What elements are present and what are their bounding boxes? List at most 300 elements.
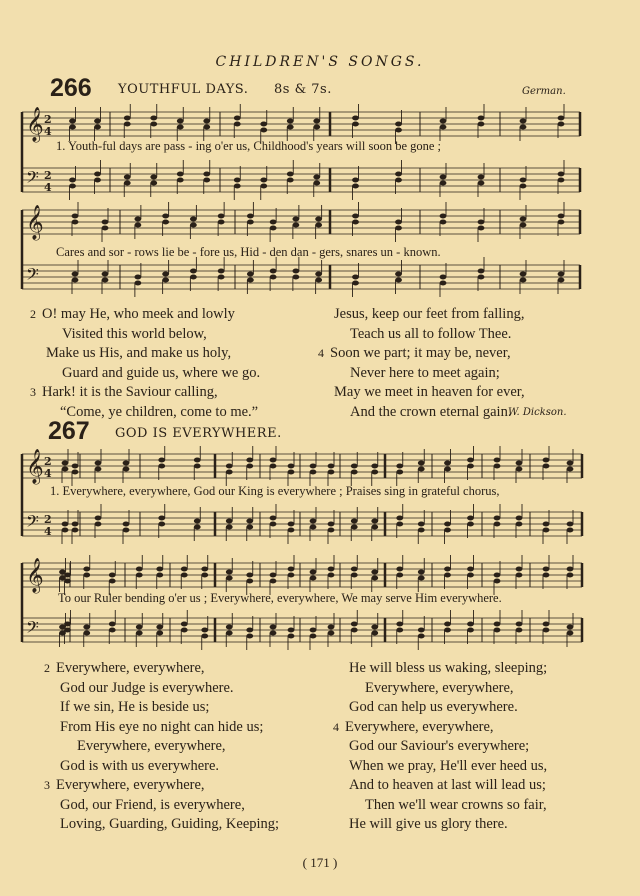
verse-column-left: [30, 305, 261, 422]
note-head: [440, 281, 447, 286]
note-head: [69, 125, 76, 130]
note-head: [371, 576, 378, 581]
note-head: [94, 178, 101, 183]
verse-line: God our Judge is everywhere.: [60, 679, 234, 696]
verse-number: 2: [30, 307, 36, 321]
verse-line: Hark! it is the Saviour calling,: [42, 384, 218, 400]
note-head: [72, 528, 79, 533]
note-head: [246, 525, 253, 530]
verse-line: Everywhere, everywhere,: [56, 777, 205, 793]
note-head: [124, 116, 131, 121]
note-head: [396, 628, 403, 633]
note-head: [177, 172, 184, 177]
verse-line: Loving, Guarding, Guiding, Keeping;: [60, 816, 280, 832]
note-head: [520, 272, 527, 277]
note-head: [567, 573, 574, 578]
note-head: [270, 220, 277, 225]
note-head: [270, 631, 277, 636]
note-head: [352, 178, 359, 183]
note-head: [543, 573, 550, 578]
note-head: [478, 220, 485, 225]
verse-line: God, our Friend, is everywhere,: [60, 796, 245, 813]
note-head: [371, 570, 378, 575]
note-head: [440, 181, 447, 186]
note-head: [467, 622, 474, 627]
note-head: [351, 628, 358, 633]
note-head: [352, 184, 359, 189]
page-number: ( 171 ): [302, 855, 338, 870]
note-head: [136, 573, 143, 578]
note-head: [194, 525, 201, 530]
note-head: [328, 631, 335, 636]
verse-line: Jesus, keep our feet from falling,: [334, 306, 525, 322]
bass-clef-icon: 𝄢: [26, 511, 39, 535]
note-head: [352, 122, 359, 127]
note-head: [315, 272, 322, 277]
note-head: [467, 522, 474, 527]
note-head: [520, 217, 527, 222]
note-head: [440, 220, 447, 225]
note-head: [516, 522, 523, 527]
time-signature: 2: [44, 169, 52, 182]
note-head: [328, 573, 335, 578]
note-head: [177, 119, 184, 124]
verse-line: “Come, ye children, come to me.”: [60, 403, 259, 420]
note-head: [467, 516, 474, 521]
note-head: [181, 628, 188, 633]
note-head: [567, 567, 574, 572]
time-signature: 2: [44, 113, 52, 126]
note-head: [313, 125, 320, 130]
note-head: [351, 519, 358, 524]
note-head: [109, 573, 116, 578]
note-head: [64, 573, 71, 578]
note-head: [310, 519, 317, 524]
note-head: [310, 525, 317, 530]
note-head: [226, 525, 233, 530]
note-head: [558, 214, 565, 219]
note-head: [83, 567, 90, 572]
bass-clef-icon: 𝄢: [26, 167, 39, 191]
note-head: [270, 625, 277, 630]
note-head: [226, 519, 233, 524]
bass-clef-icon: 𝄢: [26, 264, 39, 288]
note-head: [156, 573, 163, 578]
note-head: [444, 622, 451, 627]
note-head: [395, 172, 402, 177]
note-head: [371, 525, 378, 530]
music-lyric-line: Cares and sor - rows lie be - fore us, Hid - den dan - gers, snares un - known.: [56, 245, 441, 259]
note-head: [310, 470, 317, 475]
note-head: [558, 122, 565, 127]
note-head: [95, 467, 102, 472]
note-head: [83, 573, 90, 578]
note-head: [516, 573, 523, 578]
note-head: [396, 522, 403, 527]
note-head: [395, 220, 402, 225]
music-lyric-line: 1. Youth-ful days are pass - ing o'er us, Childhood's years will soon be gone ;: [56, 139, 442, 153]
note-head: [246, 464, 253, 469]
note-head: [94, 172, 101, 177]
note-head: [558, 278, 565, 283]
note-head: [123, 528, 130, 533]
hymn-title: YOUTHFUL DAYS.: [118, 82, 249, 97]
note-head: [270, 269, 277, 274]
note-head: [158, 458, 165, 463]
note-head: [109, 622, 116, 627]
verse-line: Visited this world below,: [62, 325, 207, 342]
note-head: [478, 116, 485, 121]
note-head: [467, 464, 474, 469]
verse-line: God can help us everywhere.: [349, 699, 518, 715]
note-head: [520, 223, 527, 228]
note-head: [371, 519, 378, 524]
note-head: [543, 528, 550, 533]
note-head: [136, 631, 143, 636]
note-head: [494, 579, 501, 584]
treble-clef-icon: 𝄞: [26, 107, 44, 142]
note-head: [543, 567, 550, 572]
note-head: [62, 528, 69, 533]
note-head: [194, 464, 201, 469]
note-head: [478, 275, 485, 280]
note-head: [440, 275, 447, 280]
bass-clef-icon: 𝄢: [26, 617, 39, 641]
note-head: [328, 567, 335, 572]
note-head: [94, 119, 101, 124]
note-head: [315, 223, 322, 228]
note-head: [62, 467, 69, 472]
note-head: [478, 122, 485, 127]
note-head: [270, 275, 277, 280]
verse-line: And to heaven at last will lead us;: [349, 777, 546, 793]
note-head: [134, 217, 141, 222]
time-signature: 4: [44, 467, 52, 480]
note-head: [201, 573, 208, 578]
note-head: [444, 567, 451, 572]
verse-line: He will give us glory there.: [349, 816, 508, 832]
note-head: [270, 573, 277, 578]
note-head: [134, 281, 141, 286]
verse-line: And the crown eternal gain.: [350, 403, 512, 420]
hymn-title: GOD IS EVERYWHERE.: [115, 426, 282, 441]
note-head: [288, 628, 295, 633]
note-head: [440, 175, 447, 180]
note-head: [567, 522, 574, 527]
note-head: [270, 579, 277, 584]
note-head: [328, 528, 335, 533]
note-head: [136, 567, 143, 572]
note-head: [124, 175, 131, 180]
note-head: [64, 579, 71, 584]
note-head: [234, 116, 241, 121]
note-head: [162, 220, 169, 225]
author: W. Dickson.: [508, 407, 567, 418]
verse-line: He will bless us waking, sleeping;: [349, 660, 548, 676]
note-head: [246, 519, 253, 524]
note-head: [156, 567, 163, 572]
note-head: [287, 178, 294, 183]
note-head: [247, 214, 254, 219]
note-head: [62, 522, 69, 527]
note-head: [310, 576, 317, 581]
note-head: [64, 622, 71, 627]
time-signature: 4: [44, 125, 52, 138]
note-head: [494, 522, 501, 527]
note-head: [177, 178, 184, 183]
note-head: [94, 125, 101, 130]
note-head: [558, 172, 565, 177]
note-head: [72, 272, 79, 277]
note-head: [516, 516, 523, 521]
time-signature: 2: [44, 455, 52, 468]
note-head: [270, 226, 277, 231]
verse-column-left: [44, 659, 280, 835]
note-head: [310, 634, 317, 639]
note-head: [516, 467, 523, 472]
note-head: [567, 467, 574, 472]
note-head: [181, 622, 188, 627]
note-head: [64, 628, 71, 633]
note-head: [567, 631, 574, 636]
note-head: [109, 628, 116, 633]
note-head: [396, 622, 403, 627]
note-head: [328, 464, 335, 469]
note-head: [351, 525, 358, 530]
note-head: [352, 116, 359, 121]
verse-line: God our Saviour's everywhere;: [349, 738, 530, 754]
note-head: [478, 269, 485, 274]
note-head: [123, 461, 130, 466]
note-head: [234, 184, 241, 189]
note-head: [270, 516, 277, 521]
verse-line: Then we'll wear crowns so fair,: [365, 796, 547, 813]
note-head: [313, 119, 320, 124]
note-head: [440, 125, 447, 130]
note-head: [247, 220, 254, 225]
verse-line: Soon we part; it may be, never,: [330, 345, 511, 361]
note-head: [494, 464, 501, 469]
note-head: [395, 278, 402, 283]
note-head: [72, 470, 79, 475]
note-head: [190, 217, 197, 222]
note-head: [418, 576, 425, 581]
note-head: [226, 470, 233, 475]
verse-number: 4: [318, 346, 324, 360]
verse-line: Everywhere, everywhere,: [77, 738, 226, 754]
note-head: [134, 275, 141, 280]
verse-number: 2: [44, 661, 50, 675]
note-head: [134, 223, 141, 228]
note-head: [352, 220, 359, 225]
note-head: [287, 125, 294, 130]
note-head: [516, 628, 523, 633]
note-head: [516, 461, 523, 466]
note-head: [467, 573, 474, 578]
note-head: [246, 579, 253, 584]
verse-line: God is with us everywhere.: [60, 757, 220, 774]
note-head: [158, 516, 165, 521]
note-head: [102, 272, 109, 277]
composer: German.: [522, 86, 566, 97]
note-head: [218, 269, 225, 274]
note-head: [543, 458, 550, 463]
note-head: [418, 528, 425, 533]
verse-line: Make us His, and make us holy,: [46, 345, 232, 361]
note-head: [288, 634, 295, 639]
note-head: [543, 622, 550, 627]
note-head: [150, 122, 157, 127]
note-head: [162, 278, 169, 283]
note-head: [260, 184, 267, 189]
note-head: [467, 567, 474, 572]
note-head: [328, 625, 335, 630]
note-head: [478, 181, 485, 186]
note-head: [158, 522, 165, 527]
note-head: [467, 458, 474, 463]
note-head: [444, 467, 451, 472]
note-head: [62, 461, 69, 466]
note-head: [396, 470, 403, 475]
hymn-number: 266: [50, 74, 92, 102]
note-head: [313, 175, 320, 180]
note-head: [83, 625, 90, 630]
verse-line: Everywhere, everywhere,: [365, 679, 514, 696]
time-signature: 4: [44, 525, 52, 538]
note-head: [520, 119, 527, 124]
note-head: [520, 125, 527, 130]
note-head: [288, 528, 295, 533]
note-head: [558, 220, 565, 225]
note-head: [156, 625, 163, 630]
note-head: [150, 181, 157, 186]
note-head: [418, 628, 425, 633]
note-head: [218, 214, 225, 219]
note-head: [352, 275, 359, 280]
note-head: [69, 119, 76, 124]
note-head: [396, 573, 403, 578]
verse-line: Never here to meet again;: [350, 364, 500, 381]
note-head: [83, 631, 90, 636]
note-head: [226, 464, 233, 469]
note-head: [247, 272, 254, 277]
note-head: [478, 226, 485, 231]
note-head: [315, 278, 322, 283]
note-head: [288, 470, 295, 475]
note-head: [440, 119, 447, 124]
note-head: [371, 470, 378, 475]
verse-line: From His eye no night can hide us;: [60, 718, 264, 735]
time-signature: 2: [44, 513, 52, 526]
note-head: [352, 281, 359, 286]
note-head: [328, 470, 335, 475]
note-head: [69, 178, 76, 183]
note-head: [247, 278, 254, 283]
note-head: [150, 116, 157, 121]
note-head: [494, 516, 501, 521]
note-head: [558, 116, 565, 121]
note-head: [351, 567, 358, 572]
note-head: [396, 516, 403, 521]
note-head: [226, 576, 233, 581]
note-head: [190, 269, 197, 274]
note-head: [371, 631, 378, 636]
note-head: [418, 461, 425, 466]
note-head: [467, 628, 474, 633]
note-head: [72, 522, 79, 527]
note-head: [102, 226, 109, 231]
running-head: CHILDREN'S SONGS.: [215, 54, 425, 70]
note-head: [102, 220, 109, 225]
note-head: [234, 178, 241, 183]
note-head: [371, 625, 378, 630]
note-head: [418, 522, 425, 527]
note-head: [418, 570, 425, 575]
note-head: [124, 181, 131, 186]
note-head: [287, 172, 294, 177]
note-head: [218, 275, 225, 280]
note-head: [444, 528, 451, 533]
note-head: [158, 464, 165, 469]
note-head: [558, 272, 565, 277]
note-head: [351, 470, 358, 475]
note-head: [190, 275, 197, 280]
note-head: [395, 128, 402, 133]
note-head: [444, 522, 451, 527]
note-head: [516, 567, 523, 572]
note-head: [95, 461, 102, 466]
note-head: [315, 217, 322, 222]
note-head: [351, 464, 358, 469]
note-head: [260, 122, 267, 127]
verse-line: Guard and guide us, where we go.: [62, 364, 261, 381]
verse-line: Teach us all to follow Thee.: [350, 325, 512, 342]
verse-line: If we sin, He is beside us;: [60, 699, 210, 715]
note-head: [288, 573, 295, 578]
hymn-number: 267: [48, 417, 90, 445]
time-signature: 4: [44, 181, 52, 194]
note-head: [444, 573, 451, 578]
note-head: [558, 178, 565, 183]
note-head: [288, 567, 295, 572]
note-head: [351, 622, 358, 627]
note-head: [181, 573, 188, 578]
treble-clef-icon: 𝄞: [26, 449, 44, 484]
note-head: [246, 573, 253, 578]
note-head: [72, 278, 79, 283]
treble-clef-icon: 𝄞: [26, 558, 44, 593]
note-head: [270, 522, 277, 527]
note-head: [246, 628, 253, 633]
note-head: [396, 464, 403, 469]
note-head: [201, 628, 208, 633]
note-head: [72, 220, 79, 225]
hymn-meter: 8s & 7s.: [274, 82, 332, 97]
verse-line: Everywhere, everywhere,: [345, 718, 494, 735]
note-head: [270, 458, 277, 463]
note-head: [516, 622, 523, 627]
note-head: [292, 217, 299, 222]
note-head: [203, 125, 210, 130]
note-head: [190, 223, 197, 228]
note-head: [95, 516, 102, 521]
note-head: [260, 128, 267, 133]
note-head: [292, 275, 299, 280]
note-head: [177, 125, 184, 130]
note-head: [352, 214, 359, 219]
note-head: [95, 522, 102, 527]
note-head: [494, 573, 501, 578]
